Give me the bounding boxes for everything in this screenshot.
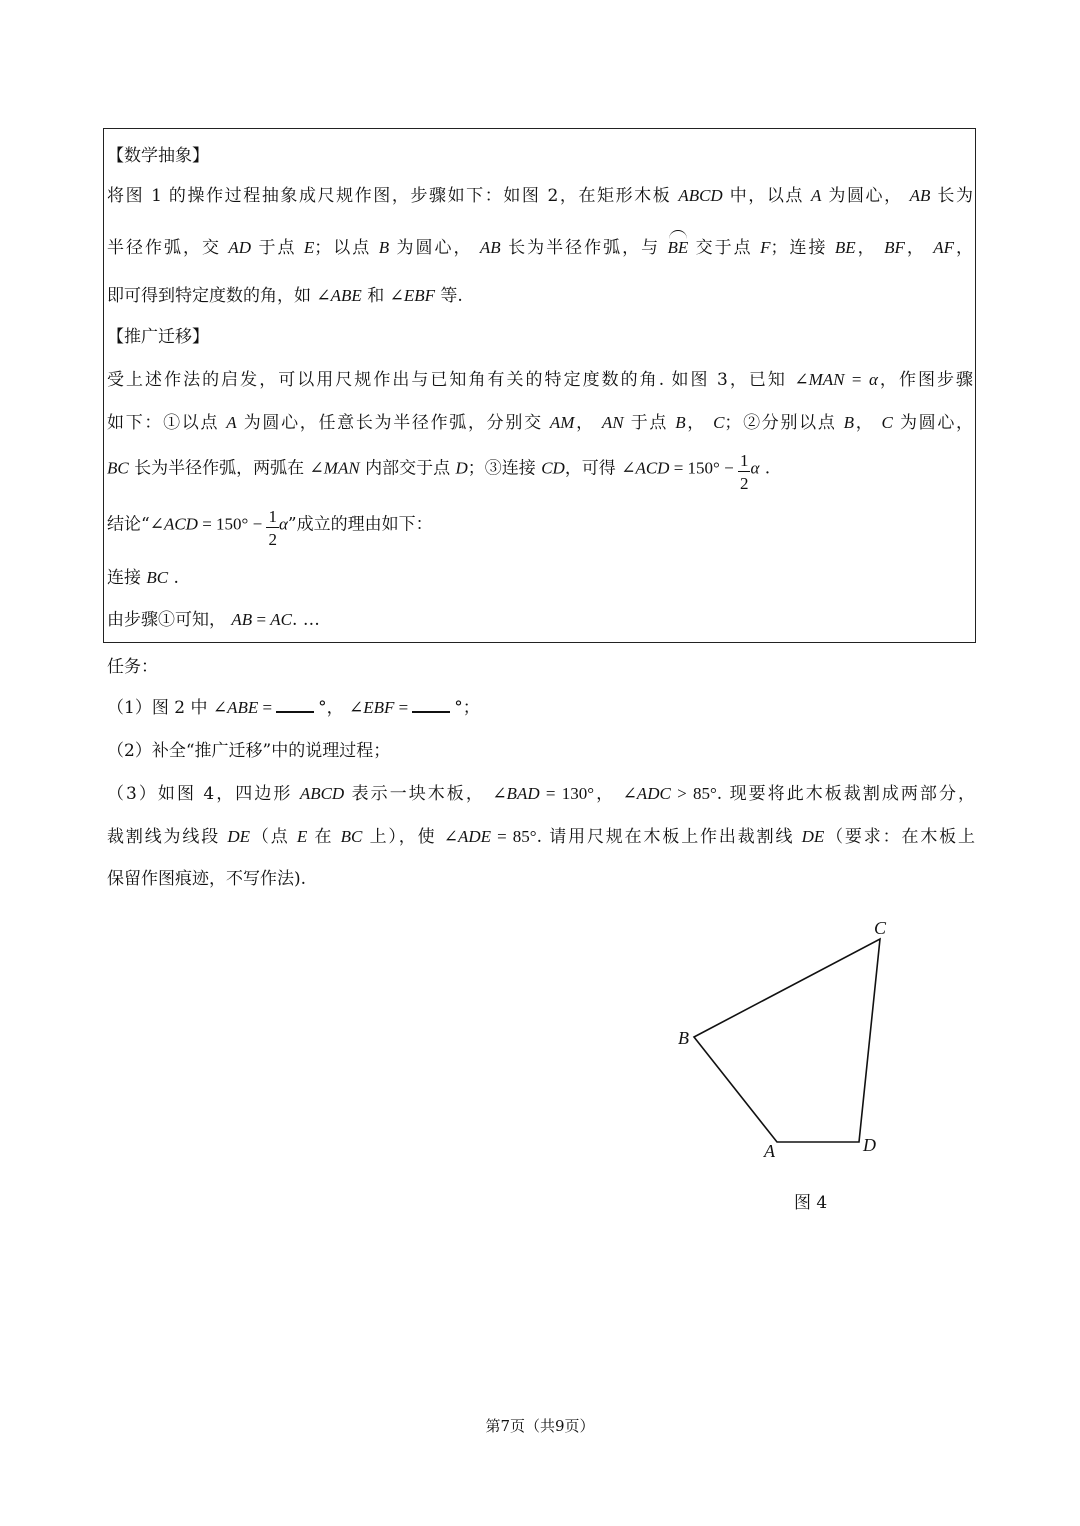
task-2: （2）补全“推广迁移”中的说理过程； (107, 741, 391, 761)
conclusion-line: 结论“∠ACD = 150° − $\frac{1}{2}$ α”成立的理由如下： (107, 507, 433, 549)
section-heading-generalization: 【推广迁移】 (107, 327, 209, 347)
abstraction-line-1: 将图 1 的操作过程抽象成尺规作图，步骤如下：如图 2，在矩形木板 ABCD 中，以点 A 为圆心， AB 长为 (107, 186, 974, 206)
figure-caption: 图 4 (794, 1193, 828, 1213)
section-heading-abstraction: 【数学抽象】 (107, 146, 209, 166)
abstraction-line-3: 即可得到特定度数的角，如 ∠ABE 和 ∠EBF 等. (107, 286, 463, 306)
task-3-line-1: （3）如图 4，四边形 ABCD 表示一块木板， ∠BAD = 130°， ∠ADC > 85°. 现要将此木板裁割成两部分， (107, 784, 975, 804)
generalization-line-3: BC 长为半径作弧，两弧在 ∠MAN 内部交于点 D；③连接 CD，可得 ∠ACD = 150° − $\frac{1}{2}$ α . (107, 451, 771, 493)
quadrilateral-abcd (694, 939, 880, 1142)
proof-line-2: 由步骤①可知， AB = AC. … (107, 610, 320, 630)
proof-line-1: 连接 BC . (107, 568, 179, 588)
generalization-line-1: 受上述作法的启发，可以用尺规作出与已知角有关的特定度数的角. 如图 3，已知 ∠MAN = α，作图步骤 (107, 370, 974, 390)
vertex-label-b: B (678, 1028, 689, 1048)
abstraction-line-2: 半径作弧，交 AD 于点 E；以点 B 为圆心， AB 长为半径作弧，与 BE 交于点 F；连接 BE， BF， AF， (107, 238, 974, 258)
vertex-label-a: A (764, 1141, 775, 1161)
task-3-line-3: 保留作图痕迹，不写作法). (107, 869, 307, 889)
page-number: 第7页（共9页） (485, 1417, 595, 1435)
task-heading: 任务： (107, 657, 158, 677)
vertex-label-c: C (874, 918, 887, 938)
task-1: （1）图 2 中 ∠ABE = °， ∠EBF = °； (107, 698, 480, 718)
task-3-line-2: 裁割线为线段 DE（点 E 在 BC 上），使 ∠ADE = 85°. 请用尺规在木板上作出裁割线 DE（要求：在木板上 (107, 827, 976, 847)
vertex-label-d: D (863, 1135, 876, 1155)
generalization-line-2: 如下：①以点 A 为圆心，任意长为半径作弧，分别交 AM， AN 于点 B， C；②分别以点 B， C 为圆心， (107, 413, 974, 433)
